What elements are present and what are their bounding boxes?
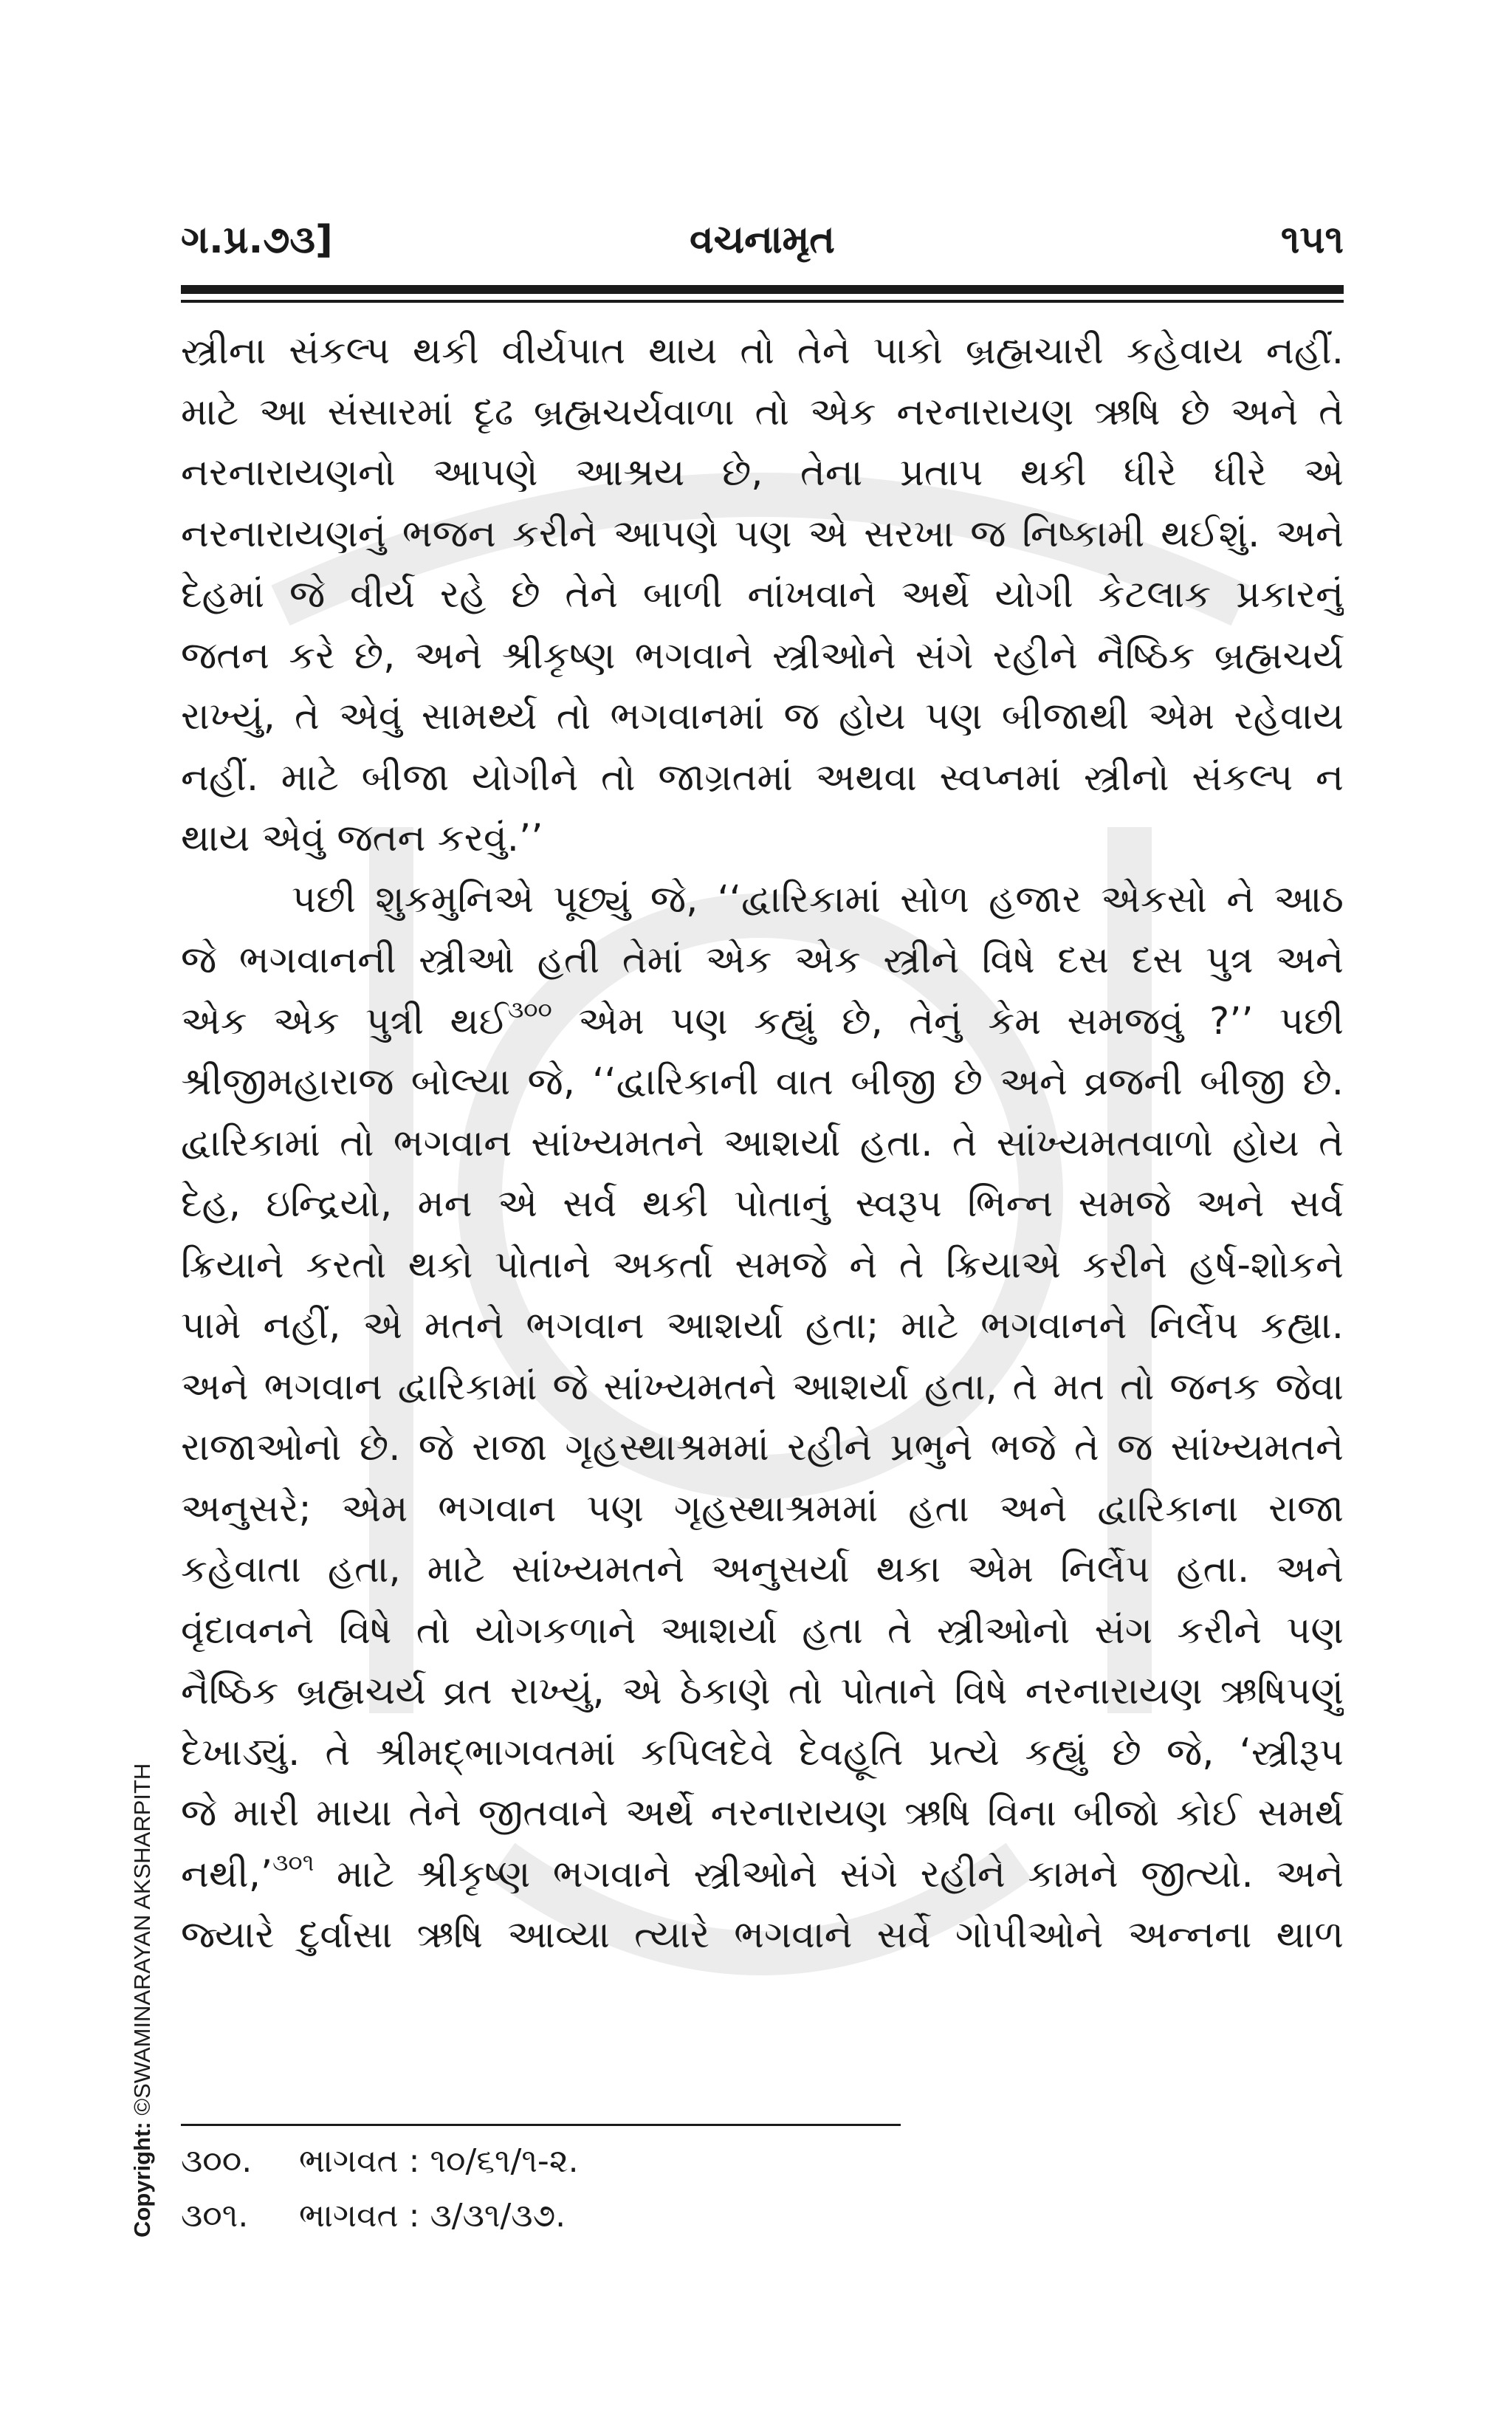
text-line: શ્રીજીમહારાજ બોલ્યા જે, ‘‘દ્વારિકાની વાત બીજી છે અને વ્રજની બીજી છે. (181, 1060, 1344, 1104)
text-line: પામે નહીં, એ મતને ભગવાન આશર્યા હતા; માટે ભગવાનને નિર્લેપ કહ્યા. (181, 1304, 1344, 1348)
text-line-with-ref (181, 1845, 1344, 1906)
footnote-text: ભાગવત : ૩/૩૧/૩૭. (299, 2197, 566, 2235)
text-line-with-ref (181, 992, 1344, 1053)
page-header (181, 210, 1344, 270)
footnote-text: ભાગવત : ૧૦/૬૧/૧-૨. (299, 2142, 579, 2180)
text-line: ક્રિયાને કરતો થકો પોતાને અકર્તા સમજે ને તે ક્રિયાએ કરીને હર્ષ-શોકને (181, 1243, 1344, 1287)
body-text (181, 321, 1344, 1967)
page-number: ૧૫૧ (1280, 218, 1344, 262)
copyright-notice (129, 1763, 156, 2238)
footnote-number: ૩૦૧. (181, 2197, 249, 2235)
text-segment: એક એક પુત્રી થઈ (181, 999, 508, 1043)
paragraph-start-line: પછી શુકમુનિએ પૂછ્યું જે, ‘‘દ્વારિકામાં સોળ હજાર એકસો ને આઠ (292, 877, 1344, 922)
text-line: દેહમાં જે વીર્ય રહે છે તેને બાળી નાંખવાને અર્થે યોગી કેટલાક પ્રકારનું (181, 573, 1344, 617)
footnote-number: ૩૦૦. (181, 2142, 252, 2180)
text-segment: એમ પણ કહ્યું છે, તેનું કેમ સમજવું ?’’ પછી (551, 999, 1344, 1043)
text-line: વૃંદાવનને વિષે તો યોગકળાને આશર્યા હતા તે સ્ત્રીઓનો સંગ કરીને પણ (181, 1608, 1344, 1653)
text-segment: માટે શ્રીકૃષ્ણ ભગવાને સ્ત્રીઓને સંગે રહીને કામને જીત્યો. અને (314, 1852, 1344, 1896)
footnote-ref-300: ૩૦૦ (507, 995, 552, 1024)
header-section-ref: ગ.પ્ર.૭૩] (181, 218, 333, 262)
header-title: વચનામૃત (690, 218, 835, 262)
header-rule-thick (181, 285, 1344, 294)
header-rule-thin (181, 300, 1344, 303)
text-line: નહીં. માટે બીજા યોગીને તો જાગ્રતમાં અથવા સ્વપ્નમાં સ્ત્રીનો સંકલ્પ ન (181, 755, 1344, 800)
footnote-rule (181, 2124, 901, 2126)
copyright-text: ©SWAMINARAYAN AKSHARPITH (129, 1763, 155, 2122)
text-line: જે મારી માયા તેને જીતવાને અર્થે નરનારાયણ ઋષિ વિના બીજો કોઈ સમર્થ (181, 1791, 1344, 1835)
text-line: સ્ત્રીના સંકલ્પ થકી વીર્યપાત થાય તો તેને પાકો બ્રહ્મચારી કહેવાય નહીં. (181, 329, 1344, 373)
text-line: અનુસરે; એમ ભગવાન પણ ગૃહસ્થાશ્રમમાં હતા અને દ્વારિકાના રાજા (181, 1487, 1344, 1531)
text-line: નરનારાયણનો આપણે આશ્રય છે, તેના પ્રતાપ થકી ધીરે ધીરે એ (181, 451, 1344, 495)
text-line: નૈષ્ઠિક બ્રહ્મચર્ય વ્રત રાખ્યું, એ ઠેકાણે તો પોતાને વિષે નરનારાયણ ઋષિપણું (181, 1670, 1344, 1713)
footnotes (181, 2134, 1067, 2243)
footnote-301 (181, 2189, 1067, 2243)
text-line: દેખાડ્યું. તે શ્રીમદ્ભાગવતમાં કપિલદેવે દેવહૂતિ પ્રત્યે કહ્યું છે જે, ‘સ્ત્રીરૂપ (181, 1730, 1344, 1775)
text-line: અને ભગવાન દ્વારિકામાં જે સાંખ્યમતને આશર્યા હતા, તે મત તો જનક જેવા (181, 1365, 1344, 1409)
text-line: જતન કરે છે, અને શ્રીકૃષ્ણ ભગવાને સ્ત્રીઓને સંગે રહીને નૈષ્ઠિક બ્રહ્મચર્ય (181, 634, 1344, 678)
text-line: રાજાઓનો છે. જે રાજા ગૃહસ્થાશ્રમમાં રહીને પ્રભુને ભજે તે જ સાંખ્યમતને (181, 1426, 1344, 1470)
text-line: નરનારાયણનું ભજન કરીને આપણે પણ એ સરખા જ નિષ્કામી થઈશું. અને (181, 512, 1344, 556)
text-line: કહેવાતા હતા, માટે સાંખ્યમતને અનુસર્યા થકા એમ નિર્લેપ હતા. અને (181, 1548, 1344, 1591)
copyright-label: Copyright: (129, 2122, 155, 2238)
text-line: દ્વારિકામાં તો ભગવાન સાંખ્યમતને આશર્યા હતા. તે સાંખ્યમતવાળો હોય તે (181, 1121, 1344, 1165)
text-line: જ્યારે દુર્વાસા ઋષિ આવ્યા ત્યારે ભગવાને સર્વે ગોપીઓને અન્નના થાળ (181, 1913, 1344, 1957)
footnote-ref-301: ૩૦૧ (272, 1848, 315, 1876)
text-line: થાય એવું જતન કરવું.’’ (181, 817, 543, 860)
text-line: માટે આ સંસારમાં દૃઢ બ્રહ્મચર્યવાળા તો એક નરનારાયણ ઋષિ છે અને તે (181, 390, 1344, 434)
footnote-300 (181, 2134, 1067, 2189)
text-line: દેહ, ઇન્દ્રિયો, મન એ સર્વ થકી પોતાનું સ્વરૂપ ભિન્ન સમજે અને સર્વ (181, 1182, 1344, 1226)
text-line: રાખ્યું, તે એવું સામર્થ્ય તો ભગવાનમાં જ હોય પણ બીજાથી એમ રહેવાય (181, 695, 1344, 738)
text-segment: નથી,’ (181, 1852, 273, 1896)
text-line: જે ભગવાનની સ્ત્રીઓ હતી તેમાં એક એક સ્ત્રીને વિષે દસ દસ પુત્ર અને (181, 939, 1344, 982)
